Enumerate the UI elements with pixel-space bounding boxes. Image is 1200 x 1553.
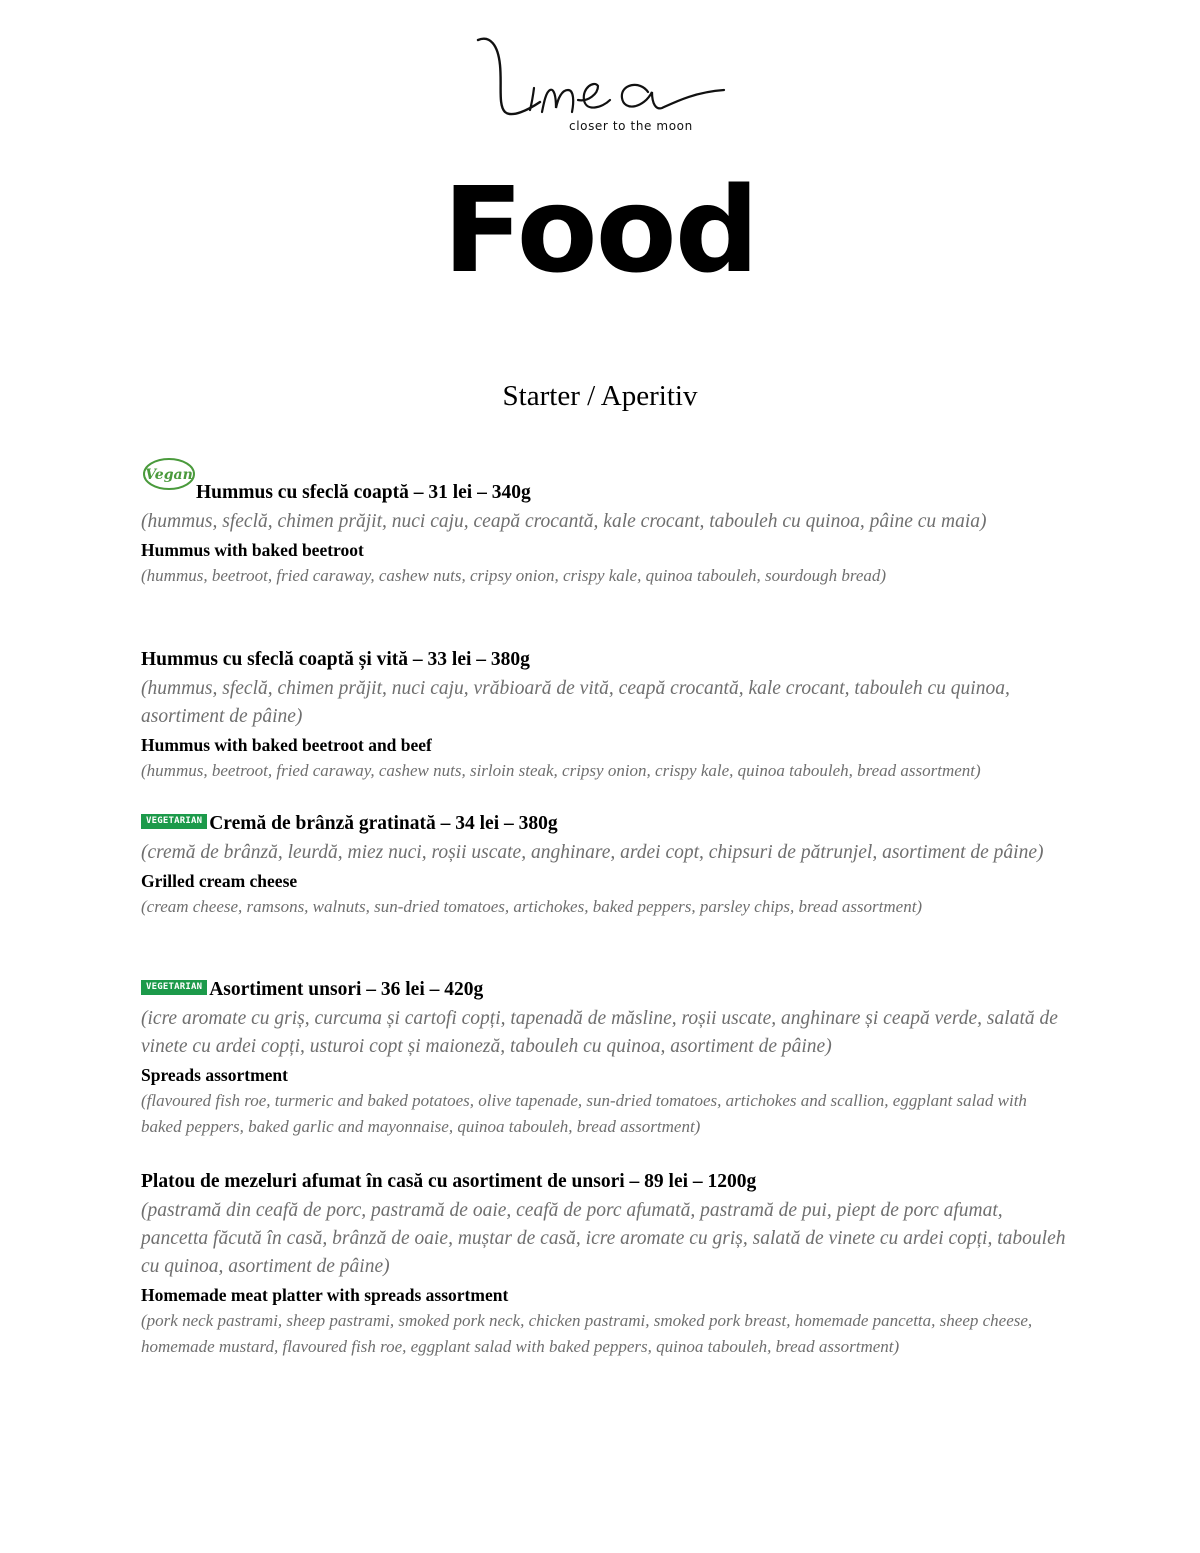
item-title-en: Homemade meat platter with spreads assortment bbox=[141, 1285, 509, 1305]
menu-item bbox=[141, 467, 1071, 589]
item-title-ro bbox=[141, 809, 1071, 839]
svg-text:Vegan: Vegan bbox=[145, 467, 193, 483]
section-title: Starter / Aperitiv bbox=[502, 380, 698, 412]
linea-script-logo-icon bbox=[470, 30, 740, 130]
vegan-badge-icon bbox=[142, 456, 196, 492]
item-title-en: Hummus with baked beetroot bbox=[141, 540, 364, 560]
item-title-ro-text: Cremă de brânză gratinată – 34 lei – 380g bbox=[209, 813, 558, 834]
menu-item bbox=[141, 1167, 1071, 1360]
item-description-en: (pork neck pastrami, sheep pastrami, smoked pork neck, chicken pastrami, smoked pork breast, homemade pancetta, sheep cheese, homemade mustard, flavoured fish roe, eggplant salad with baked peppers, quinoa tabouleh, bread assortment) bbox=[141, 1311, 1033, 1356]
item-description-ro: (icre aromate cu griș, curcuma și cartofi copți, tapenadă de măsline, roșii uscate, anghinare și ceapă verde, salată de vinete cu ardei copți, usturoi copt și maioneză, tabouleh cu quinoa, asortiment de pâine) bbox=[141, 1008, 1058, 1057]
vegetarian-badge: VEGETARIAN bbox=[141, 980, 207, 995]
brand-tagline: closer to the moon bbox=[569, 119, 693, 133]
menu-item bbox=[141, 645, 1071, 784]
menu-item bbox=[141, 975, 1071, 1140]
item-title-ro: Hummus cu sfeclă coaptă – 31 lei – 340g bbox=[196, 482, 531, 503]
item-description-en: (hummus, beetroot, fried caraway, cashew nuts, sirloin steak, cripsy onion, crispy kale, quinoa tabouleh, bread assortment) bbox=[141, 761, 981, 780]
page-title: Food bbox=[442, 161, 758, 299]
vegetarian-badge: VEGETARIAN bbox=[141, 814, 207, 829]
item-description-ro: (cremă de brânză, leurdă, miez nuci, roșii uscate, anghinare, ardei copt, chipsuri de pătrunjel, asortiment de pâine) bbox=[141, 842, 1044, 863]
item-description-ro: (hummus, sfeclă, chimen prăjit, nuci caju, vrăbioară de vită, ceapă crocantă, kale crocant, tabouleh cu quinoa, asortiment de pâine) bbox=[141, 678, 1010, 727]
item-title-ro bbox=[141, 975, 1071, 1005]
item-description-ro: (hummus, sfeclă, chimen prăjit, nuci caju, ceapă crocantă, kale crocant, tabouleh cu quinoa, pâine cu maia) bbox=[141, 511, 987, 532]
item-description-en: (flavoured fish roe, turmeric and baked potatoes, olive tapenade, sun-dried tomatoes, artichokes and scallion, eggplant salad with baked peppers, baked garlic and mayonnaise, quinoa tabouleh, bread assortment) bbox=[141, 1091, 1027, 1136]
item-title-en: Hummus with baked beetroot and beef bbox=[141, 735, 432, 755]
item-description-en: (hummus, beetroot, fried caraway, cashew nuts, cripsy onion, crispy kale, quinoa tabouleh, sourdough bread) bbox=[141, 566, 887, 585]
item-title-en: Grilled cream cheese bbox=[141, 871, 298, 891]
item-title-ro: Platou de mezeluri afumat în casă cu asortiment de unsori – 89 lei – 1200g bbox=[141, 1171, 757, 1192]
item-title-ro: Hummus cu sfeclă coaptă și vită – 33 lei – 380g bbox=[141, 649, 530, 670]
menu-item bbox=[141, 809, 1071, 920]
item-title-en: Spreads assortment bbox=[141, 1065, 288, 1085]
item-description-ro: (pastramă din ceafă de porc, pastramă de oaie, ceafă de porc afumată, pastramă de pui, piept de porc afumat, pancetta făcută în casă, brânză de oaie, muștar de casă, icre aromate cu griș, salată de vinete cu ardei copți, tabouleh cu quinoa, asortiment de pâine) bbox=[141, 1200, 1066, 1277]
item-title-ro-text: Asortiment unsori – 36 lei – 420g bbox=[209, 979, 484, 1000]
item-description-en: (cream cheese, ramsons, walnuts, sun-dried tomatoes, artichokes, baked peppers, parsley chips, bread assortment) bbox=[141, 897, 923, 916]
